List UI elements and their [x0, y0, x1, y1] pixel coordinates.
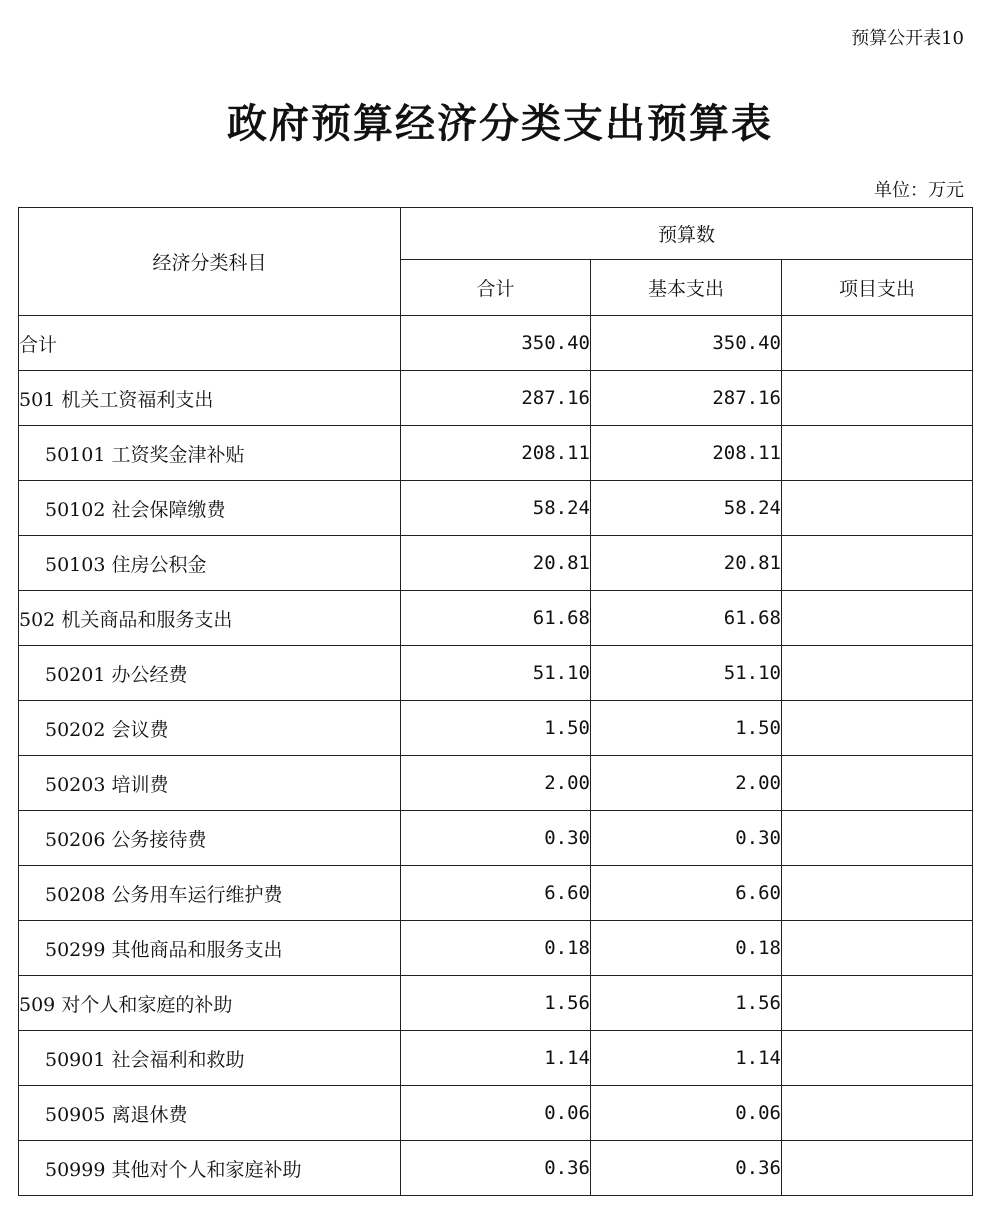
row-project	[782, 481, 973, 536]
row-code: 50299	[45, 938, 106, 961]
row-name: 合计	[19, 333, 58, 356]
page-title: 政府预算经济分类支出预算表	[227, 100, 773, 147]
row-category	[19, 701, 401, 756]
row-basic: 208.11	[591, 426, 782, 481]
row-project	[782, 811, 973, 866]
row-basic: 20.81	[591, 536, 782, 591]
row-total: 6.60	[401, 866, 591, 921]
row-basic: 1.50	[591, 701, 782, 756]
row-project	[782, 1031, 973, 1086]
table-row	[19, 1141, 973, 1196]
row-total: 1.56	[401, 976, 591, 1031]
row-code: 50103	[45, 553, 106, 576]
row-project	[782, 316, 973, 371]
row-name: 培训费	[111, 773, 169, 796]
row-category	[19, 811, 401, 866]
row-basic: 61.68	[591, 591, 782, 646]
row-code: 50201	[45, 663, 106, 686]
row-category	[19, 1031, 401, 1086]
row-code: 50905	[45, 1103, 106, 1126]
row-code: 50901	[45, 1048, 106, 1071]
row-basic: 1.56	[591, 976, 782, 1031]
row-code: 50208	[45, 883, 106, 906]
row-category	[19, 921, 401, 976]
row-total: 61.68	[401, 591, 591, 646]
row-category	[19, 976, 401, 1031]
row-total: 58.24	[401, 481, 591, 536]
row-category	[19, 316, 401, 371]
budget-table	[18, 207, 973, 1196]
row-project	[782, 866, 973, 921]
row-project	[782, 536, 973, 591]
table-row	[19, 921, 973, 976]
row-project	[782, 756, 973, 811]
row-project	[782, 591, 973, 646]
table-row	[19, 591, 973, 646]
row-total: 51.10	[401, 646, 591, 701]
row-total: 287.16	[401, 371, 591, 426]
row-project	[782, 1141, 973, 1196]
row-name: 会议费	[111, 718, 169, 741]
row-code: 502	[19, 608, 56, 631]
row-code: 50202	[45, 718, 106, 741]
row-code: 50206	[45, 828, 106, 851]
table-row	[19, 646, 973, 701]
row-project	[782, 1086, 973, 1141]
row-code: 509	[19, 993, 56, 1016]
unit-label: 单位：万元	[874, 180, 964, 201]
row-basic: 1.14	[591, 1031, 782, 1086]
row-category	[19, 481, 401, 536]
row-basic: 2.00	[591, 756, 782, 811]
table-row	[19, 701, 973, 756]
row-basic: 58.24	[591, 481, 782, 536]
table-row	[19, 866, 973, 921]
row-code: 50999	[45, 1158, 106, 1181]
row-code: 50102	[45, 498, 106, 521]
table-row	[19, 426, 973, 481]
row-basic: 287.16	[591, 371, 782, 426]
row-project	[782, 646, 973, 701]
table-row	[19, 481, 973, 536]
row-basic: 0.36	[591, 1141, 782, 1196]
col-header-project: 项目支出	[782, 260, 973, 316]
row-total: 350.40	[401, 316, 591, 371]
row-name: 机关商品和服务支出	[61, 608, 233, 631]
col-header-total: 合计	[401, 260, 591, 316]
form-number: 预算公开表10	[851, 28, 964, 49]
row-code: 50203	[45, 773, 106, 796]
row-category	[19, 371, 401, 426]
row-total: 0.30	[401, 811, 591, 866]
row-project	[782, 701, 973, 756]
col-header-basic: 基本支出	[591, 260, 782, 316]
row-total: 0.36	[401, 1141, 591, 1196]
row-basic: 6.60	[591, 866, 782, 921]
row-name: 办公经费	[111, 663, 188, 686]
row-project	[782, 426, 973, 481]
row-category	[19, 591, 401, 646]
row-name: 其他对个人和家庭补助	[111, 1158, 302, 1181]
table-row	[19, 756, 973, 811]
row-category	[19, 1141, 401, 1196]
row-category	[19, 646, 401, 701]
table-row	[19, 1086, 973, 1141]
row-basic: 0.30	[591, 811, 782, 866]
row-project	[782, 976, 973, 1031]
row-total: 1.50	[401, 701, 591, 756]
row-category	[19, 756, 401, 811]
col-header-budget-group: 预算数	[401, 208, 973, 260]
row-name: 公务接待费	[111, 828, 207, 851]
row-category	[19, 426, 401, 481]
row-project	[782, 921, 973, 976]
row-basic: 0.18	[591, 921, 782, 976]
row-name: 住房公积金	[111, 553, 207, 576]
row-category	[19, 866, 401, 921]
row-category	[19, 536, 401, 591]
row-name: 其他商品和服务支出	[111, 938, 283, 961]
row-total: 1.14	[401, 1031, 591, 1086]
row-name: 对个人和家庭的补助	[61, 993, 233, 1016]
row-code: 50101	[45, 443, 106, 466]
row-name: 离退休费	[111, 1103, 188, 1126]
table-row	[19, 536, 973, 591]
table-row	[19, 371, 973, 426]
row-name: 工资奖金津补贴	[111, 443, 245, 466]
row-basic: 350.40	[591, 316, 782, 371]
row-basic: 51.10	[591, 646, 782, 701]
row-project	[782, 371, 973, 426]
table-row	[19, 976, 973, 1031]
row-name: 社会福利和救助	[111, 1048, 245, 1071]
table-body	[19, 316, 973, 1196]
table-row	[19, 1031, 973, 1086]
row-name: 公务用车运行维护费	[111, 883, 283, 906]
row-category	[19, 1086, 401, 1141]
table-row	[19, 811, 973, 866]
row-name: 机关工资福利支出	[61, 388, 214, 411]
row-name: 社会保障缴费	[111, 498, 226, 521]
row-basic: 0.06	[591, 1086, 782, 1141]
row-code: 501	[19, 388, 56, 411]
table-row	[19, 316, 973, 371]
row-total: 0.06	[401, 1086, 591, 1141]
col-header-category: 经济分类科目	[19, 208, 401, 316]
row-total: 2.00	[401, 756, 591, 811]
row-total: 208.11	[401, 426, 591, 481]
row-total: 0.18	[401, 921, 591, 976]
row-total: 20.81	[401, 536, 591, 591]
